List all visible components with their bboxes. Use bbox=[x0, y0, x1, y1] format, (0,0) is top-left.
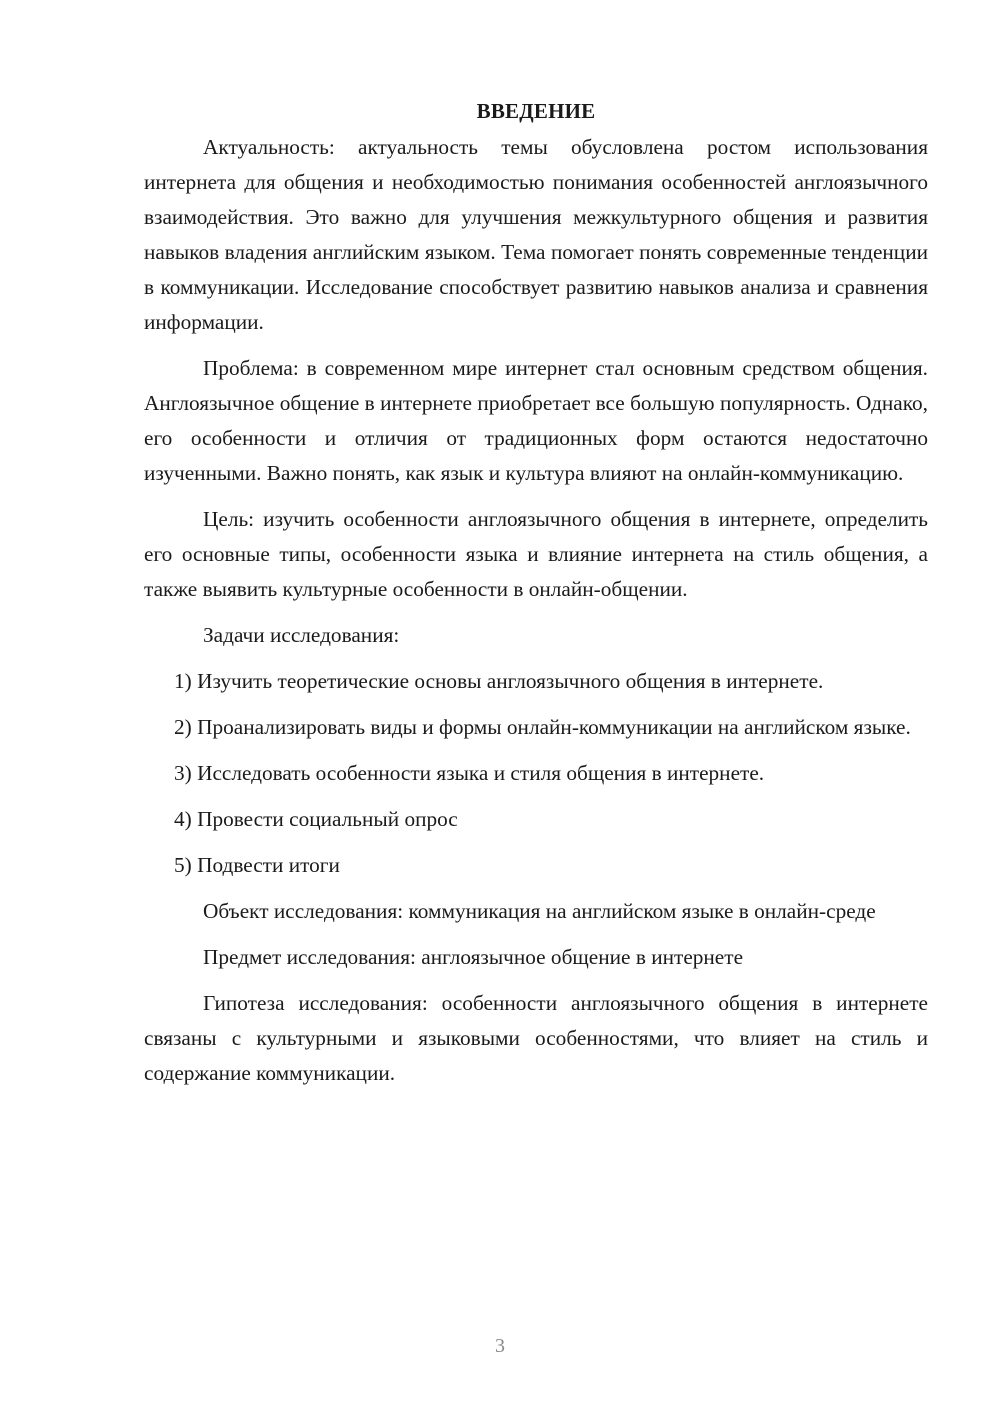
relevance-paragraph: Актуальность: актуальность темы обусловлена ростом использования интернета для общения и необходимостью понимания особенностей англоязычного взаимодействия. Это важно для улучшения межкультурного общения и развития навыков владения английским языком. Тема помогает понять современные тенденции в коммуникации. Исследование способствует развитию навыков анализа и сравнения информации. bbox=[144, 135, 928, 334]
hypothesis-paragraph: Гипотеза исследования: особенности англоязычного общения в интернете связаны с культурными и языковыми особенностями, что влияет на стиль и содержание коммуникации. bbox=[144, 991, 928, 1085]
object-paragraph: Объект исследования: коммуникация на английском языке в онлайн-среде bbox=[203, 899, 876, 923]
list-item: 1) Изучить теоретические основы англоязычного общения в интернете. bbox=[174, 669, 824, 693]
tasks-list bbox=[144, 664, 928, 883]
section-title: ВВЕДЕНИЕ bbox=[476, 99, 596, 123]
list-item: 4) Провести социальный опрос bbox=[174, 807, 458, 831]
problem-paragraph: Проблема: в современном мире интернет стал основным средством общения. Англоязычное общение в интернете приобретает все большую популярность. Однако, его особенности и отличия от традиционных форм остаются недостаточно изученными. Важно понять, как язык и культура влияют на онлайн-коммуникацию. bbox=[144, 356, 928, 485]
subject-paragraph: Предмет исследования: англоязычное общение в интернете bbox=[203, 945, 744, 969]
list-item: 2) Проанализировать виды и формы онлайн-коммуникации на английском языке. bbox=[174, 715, 911, 739]
list-item: 5) Подвести итоги bbox=[174, 853, 340, 877]
list-item: 3) Исследовать особенности языка и стиля общения в интернете. bbox=[174, 761, 765, 785]
tasks-heading: Задачи исследования: bbox=[203, 623, 400, 647]
goal-paragraph: Цель: изучить особенности англоязычного общения в интернете, определить его основные типы, особенности языка и влияние интернета на стиль общения, а также выявить культурные особенности в онлайн-общении. bbox=[144, 507, 928, 601]
page-content bbox=[144, 96, 928, 1102]
page-number: 3 bbox=[495, 1335, 505, 1357]
